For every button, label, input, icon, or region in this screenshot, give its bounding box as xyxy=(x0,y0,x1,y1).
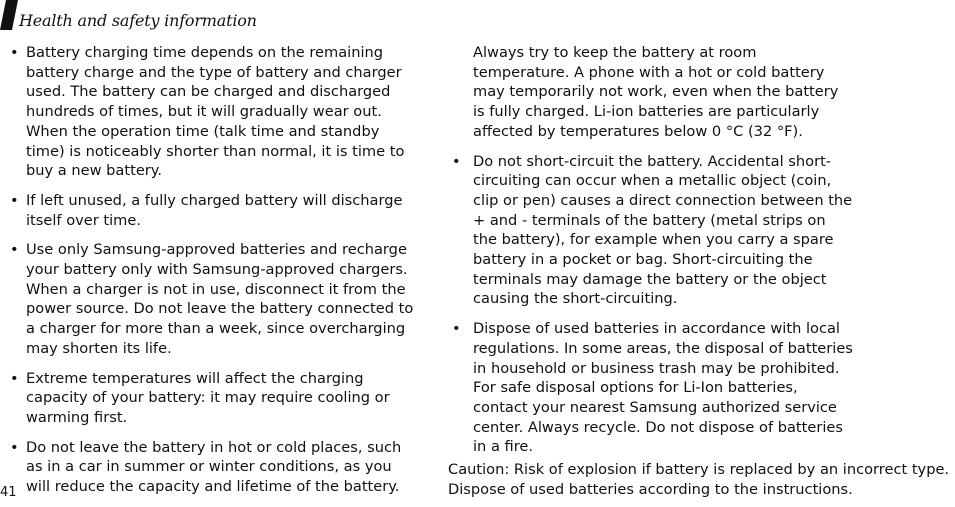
bullet: • xyxy=(10,44,19,61)
header-bar xyxy=(0,0,18,30)
list-item xyxy=(10,43,415,181)
right-column xyxy=(448,43,955,499)
bullet: • xyxy=(452,320,461,338)
list-item-text: Do not short-circuit the battery. Accidental short-circuiting can occur when a metallic object (coin, clip or pen) causes a direct connection between the + and - terminals of the battery (metal strips on the battery), for example when you carry a spare battery in a pocket or bag. Short-circuiting the terminals may damage the battery or the object causing the short-circuiting. xyxy=(473,152,853,308)
list-item-text: Extreme temperatures will affect the charging capacity of your battery: it may require cooling or warming first. xyxy=(26,369,390,426)
list-item-text: Do not leave the battery in hot or cold places, such as in a car in summer or winter conditions, as you will reduce the capacity and lifetime of the battery. xyxy=(26,438,402,496)
list-item xyxy=(10,240,415,358)
list-item-text: If left unused, a fully charged battery will discharge itself over time. xyxy=(26,191,403,229)
caution-line: Caution: Risk of explosion if battery is replaced by an incorrect type. xyxy=(448,461,950,479)
left-column xyxy=(10,43,415,507)
list-item-text: Battery charging time depends on the remaining battery charge and the type of battery and charger used. The battery can be charged and discharged hundreds of times, but it will gradually wear out. When the operation time (talk time and standby time) is noticeably shorter than normal, it is time to buy a new battery. xyxy=(26,44,405,180)
list-item-text: Use only Samsung-approved batteries and recharge your battery only with Samsung-approved chargers. When a charger is not in use, disconnect it from the power source. Do not leave the battery connected to a charger for more than a week, since overcharging may shorten its life. xyxy=(26,241,414,357)
battery-safety-list xyxy=(448,152,955,458)
bullet: • xyxy=(10,369,19,387)
bullet: • xyxy=(10,241,19,259)
bullet: • xyxy=(10,438,19,456)
caution-notice xyxy=(448,460,955,499)
list-item xyxy=(10,191,415,230)
list-item xyxy=(448,152,853,310)
page-header-title: Health and safety information xyxy=(19,11,257,30)
page-number: 41 xyxy=(0,485,17,500)
list-item xyxy=(10,438,415,497)
bullet: • xyxy=(452,152,461,170)
list-item xyxy=(10,369,415,428)
continuation-paragraph: Always try to keep the battery at room temperature. A phone with a hot or cold battery may temporarily not work, even when the battery is fully charged. Li-ion batteries are particularly affected by temperatures below 0 °C (32 °F). xyxy=(473,44,839,140)
list-item xyxy=(448,319,853,457)
bullet: • xyxy=(10,191,19,209)
caution-line: Dispose of used batteries according to the instructions. xyxy=(448,480,853,498)
battery-info-list xyxy=(10,43,415,497)
list-item-text: Dispose of used batteries in accordance with local regulations. In some areas, the disposal of batteries in household or business trash may be prohibited. For safe disposal options for Li-Ion batteries, contact your nearest Samsung authorized service center. Always recycle. Do not dispose of batteries in a fire. xyxy=(473,320,853,456)
